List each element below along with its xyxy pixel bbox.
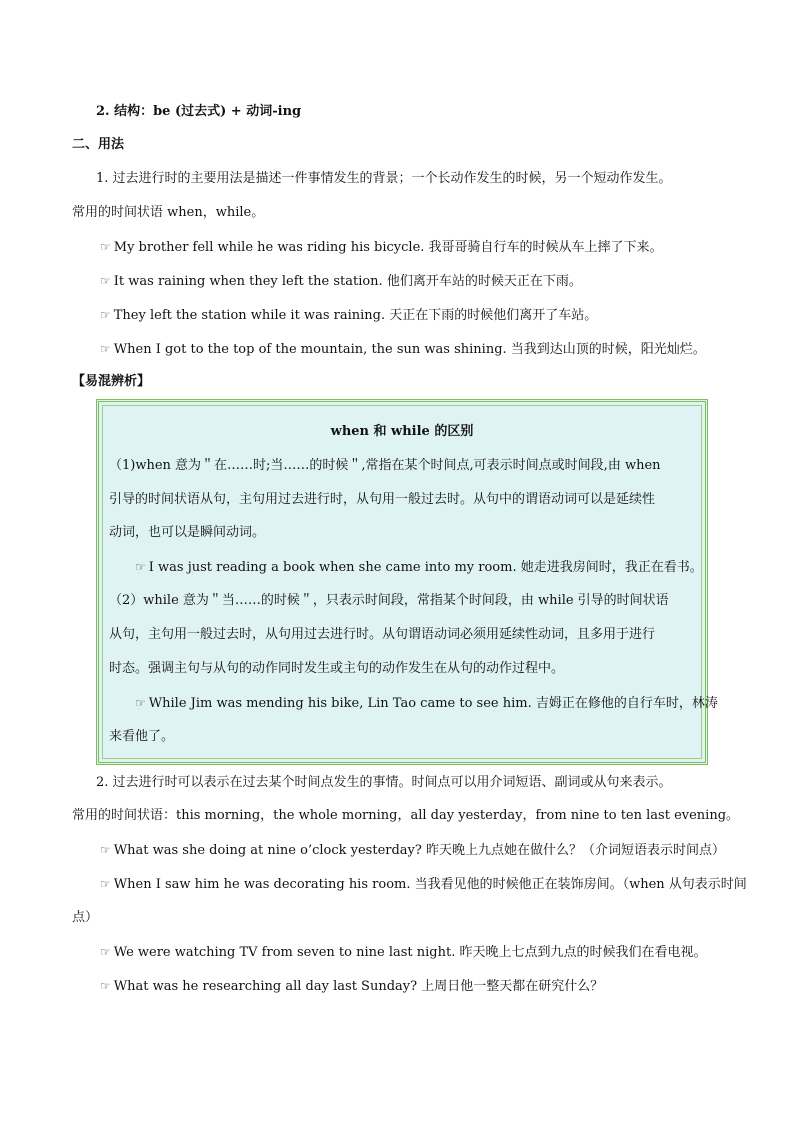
pointing-hand-icon: ☞: [100, 979, 111, 993]
usage2-line2: 常用的时间状语：this morning，the whole morning，all day yesterday，from nine to ten last evening。: [72, 808, 740, 823]
pointing-hand-icon: ☞: [135, 560, 146, 574]
example-line: [100, 305, 597, 326]
usage2-line1: 2. 过去进行时可以表示在过去某个时间点发生的事情。时间点可以用介词短语、副词或从句来表示。: [96, 775, 672, 790]
pointing-hand-icon: ☞: [100, 342, 111, 356]
example-line: ☞ What was she doing at nine o’clock yesterday? 昨天晚上九点她在做什么？（介词短语表示时间点）: [100, 843, 726, 858]
example-line: [100, 339, 706, 360]
pointing-hand-icon: ☞: [100, 274, 111, 288]
example-text: They left the station while it was raining. 天正在下雨的时候他们离开了车站。: [113, 308, 598, 323]
box-paragraph2-line3: 时态。强调主句与从句的动作同时发生或主句的动作发生在从句的动作过程中。: [109, 661, 565, 676]
example-continued: 点）: [72, 910, 99, 925]
pointing-hand-icon: ☞: [100, 843, 111, 857]
example-text: It was raining when they left the station. 他们离开车站的时候天正在下雨。: [113, 274, 582, 289]
example-line: [100, 271, 582, 292]
example-line: ☞ What was he researching all day last Sunday? 上周日他一整天都在研究什么？: [100, 979, 604, 994]
example-text: When I got to the top of the mountain, the sun was shining. 当我到达山顶的时候，阳光灿烂。: [113, 342, 706, 357]
box-paragraph1-line2: 引导的时间状语从句，主句用过去进行时，从句用一般过去时。从句中的谓语动词可以是延续性: [109, 492, 656, 507]
box-title: when 和 while 的区别: [330, 424, 474, 439]
pointing-hand-icon: ☞: [100, 308, 111, 322]
usage1-line1: 1. 过去进行时的主要用法是描述一件事情发生的背景；一个长动作发生的时候，另一个短动作发生。: [96, 171, 672, 186]
usage-heading: 二、用法: [72, 137, 125, 152]
box-paragraph1-line1: （1)when 意为＂在……时;当……的时候＂,常指在某个时间点,可表示时间点或时间段,由 when: [109, 458, 661, 473]
example-line: ☞ When I saw him he was decorating his room. 当我看见他的时候他正在装饰房间。（when 从句表示时间: [100, 877, 747, 892]
pointing-hand-icon: ☞: [100, 877, 111, 891]
box-paragraph2-line1: （2）while 意为＂当……的时候＂，只表示时间段，常指某个时间段，由 while 引导的时间状语: [109, 593, 669, 608]
example-line: ☞ We were watching TV from seven to nine last night. 昨天晚上七点到九点的时候我们在看电视。: [100, 945, 707, 960]
pointing-hand-icon: ☞: [100, 240, 111, 254]
example-text: My brother fell while he was riding his bicycle. 我哥哥骑自行车的时候从车上摔了下来。: [113, 240, 663, 255]
pointing-hand-icon: ☞: [135, 696, 146, 710]
analysis-heading: 【易混辨析】: [72, 374, 151, 389]
box-paragraph2-line2: 从句，主句用一般过去时，从句用过去进行时。从句谓语动词必须用延续性动词，且多用于进行: [109, 627, 656, 642]
structure-heading: 2. 结构：be (过去式) + 动词-ing: [96, 104, 302, 119]
box-paragraph1-line3: 动词，也可以是瞬间动词。: [109, 525, 266, 540]
usage1-line2: 常用的时间状语 when，while。: [72, 205, 265, 220]
analysis-box: [96, 399, 718, 765]
pointing-hand-icon: ☞: [100, 945, 111, 959]
box-example1: ☞ I was just reading a book when she came into my room. 她走进我房间时，我正在看书。: [135, 560, 703, 575]
box-example2: ☞ While Jim was mending his bike, Lin Tao came to see him. 吉姆正在修他的自行车时，林涛: [135, 696, 718, 711]
box-example2-continued: 来看他了。: [109, 729, 175, 744]
example-line: [100, 237, 663, 258]
